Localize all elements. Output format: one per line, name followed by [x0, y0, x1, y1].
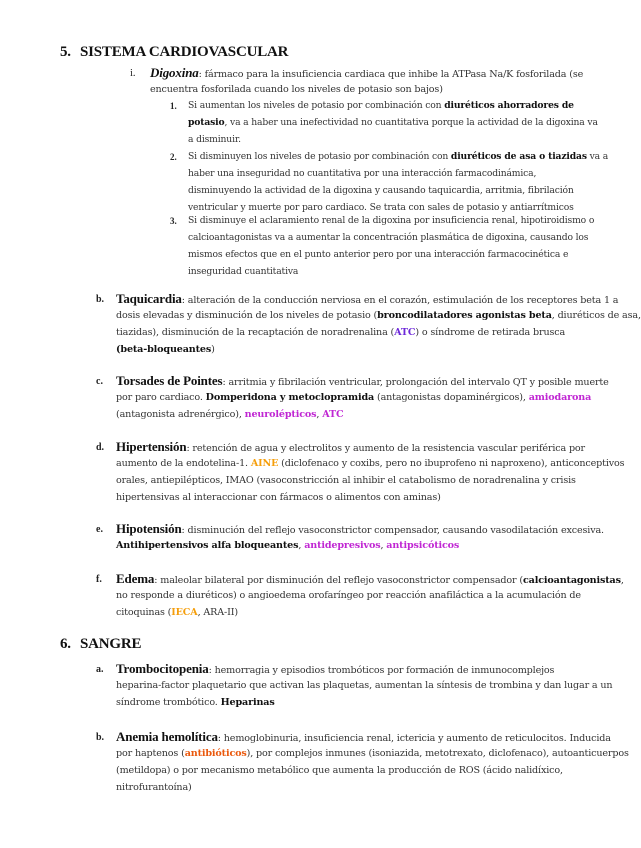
text-line: (antagonista adrenérgico), neurolépticos, ATC	[116, 409, 344, 420]
text-line: Antihipertensivos alfa bloqueantes, antidepresivos, antipsicóticos	[116, 540, 460, 551]
term-taquicardia: Taquicardia	[116, 291, 182, 306]
text-line: calcioantagonistas va a aumentar la concentración plasmática de digoxina, causando los	[188, 232, 589, 243]
list-marker: b.	[96, 732, 105, 743]
list-item-taquicardia: Taquicardia: alteración de la conducción nerviosa en el corazón, estimulación de los receptores beta 1 a	[116, 291, 619, 306]
term-hipotension: Hipotensión	[116, 521, 182, 536]
list-marker: i.	[130, 68, 136, 79]
list-marker: a.	[96, 664, 104, 675]
list-marker: c.	[96, 376, 103, 387]
list-marker: 1.	[170, 101, 177, 111]
text-line: heparina-factor plaquetario que activan las plaquetas, aumentan la síntesis de trombina y dan lugar a un	[116, 680, 613, 691]
list-item-trombocitopenia: Trombocitopenia: hemorragia y episodios trombóticos por formación de inmunocomplejos	[116, 661, 555, 676]
section-number: 5.	[60, 44, 71, 60]
sublist-item-3: Si disminuye el aclaramiento renal de la digoxina por insuficiencia renal, hipotiroidismo o	[188, 215, 595, 226]
list-item-hipotension: Hipotensión: disminución del reflejo vasoconstrictor compensador, causando vasodilatación excesiva.	[116, 521, 604, 536]
list-marker: e.	[96, 524, 103, 535]
section-title: SANGRE	[80, 636, 142, 652]
text-line: inseguridad cuantitativa	[188, 266, 299, 277]
term-hipertension: Hipertensión	[116, 439, 187, 454]
text-line: síndrome trombótico. Heparinas	[116, 697, 275, 708]
list-item-torsades: Torsades de Pointes: arritmia y fibrilación ventricular, prolongación del intervalo QT y posible muerte	[116, 373, 609, 388]
section-heading-5	[60, 44, 288, 61]
text-line: haber una inseguridad no cuantitativa por una interacción farmacodinámica,	[188, 168, 537, 179]
text-line: hipertensivas al interaccionar con fármacos o alimentos con aminas)	[116, 492, 441, 503]
text-line: por haptenos (antibióticos), por complejos inmunes (isoniazida, metotrexato, diclofenaco), autoanticuerpos	[116, 748, 629, 759]
list-item-hipertension: Hipertensión: retención de agua y electrolitos y aumento de la resistencia vascular periférica por	[116, 439, 585, 454]
list-item-anemia-hemolitica: Anemia hemolítica: hemoglobinuria, insuficiencia renal, ictericia y aumento de reticulocitos. Inducida	[116, 729, 611, 744]
term-torsades: Torsades de Pointes	[116, 373, 223, 388]
text-line: encuentra fosforilada cuando los niveles de potasio son bajos)	[150, 84, 443, 95]
text-line: (beta-bloqueantes)	[116, 344, 215, 355]
text-line: (metildopa) o por mecanismo metabólico que aumenta la producción de ROS (ácido nalidíxico,	[116, 765, 563, 776]
text-line: disminuyendo la actividad de la digoxina y causando taquicardia, arritmia, fibrilación	[188, 185, 574, 196]
text-line: ventricular y muerte por paro cardiaco. Se trata con sales de potasio y antiarrítmicos	[188, 202, 574, 213]
text-line: nitrofurantoína)	[116, 782, 192, 793]
text-line: orales, antiepilépticos, IMAO (vasoconstricción al inhibir el catabolismo de noradrenalina y crisis	[116, 475, 576, 486]
term-digoxina: Digoxina	[150, 65, 199, 80]
term-edema: Edema	[116, 571, 155, 586]
text-line: potasio, va a haber una inefectividad no cuantitativa porque la actividad de la digoxina va	[188, 117, 598, 128]
text-line: dosis elevadas y disminución de los niveles de potasio (broncodilatadores agonistas beta, diuréticos de asa,	[116, 310, 641, 321]
list-item-digoxina: Digoxina: fármaco para la insuficiencia cardiaca que inhibe la ATPasa Na/K fosforilada (se	[150, 65, 584, 80]
list-marker: d.	[96, 442, 105, 453]
section-number: 6.	[60, 636, 71, 652]
list-marker: b.	[96, 294, 105, 305]
term-trombocitopenia: Trombocitopenia	[116, 661, 209, 676]
section-heading-6	[60, 636, 141, 653]
text-line: mismos efectos que en el punto anterior pero por una interacción farmacocinética e	[188, 249, 569, 260]
text-line: aumento de la endotelina-1. AINE (diclofenaco y coxibs, pero no ibuprofeno ni naproxeno), anticonceptivos	[116, 458, 625, 469]
section-title: SISTEMA CARDIOVASCULAR	[80, 44, 289, 60]
text-line: citoquinas (IECA, ARA-II)	[116, 607, 238, 618]
list-marker: 2.	[170, 152, 177, 162]
text-line: a disminuir.	[188, 134, 241, 145]
list-marker: 3.	[170, 216, 177, 226]
list-item-edema: Edema: maleolar bilateral por disminución del reflejo vasoconstrictor compensador (calcioantagonistas,	[116, 571, 624, 586]
text-line: por paro cardiaco. Domperidona y metoclopramida (antagonistas dopaminérgicos), amiodarona	[116, 392, 592, 403]
list-marker: f.	[96, 574, 102, 585]
text-line: tiazidas), disminución de la recaptación de noradrenalina (ATC) o síndrome de retirada brusca	[116, 327, 566, 338]
term-anemia-hemolitica: Anemia hemolítica	[116, 729, 218, 744]
sublist-item-2: Si disminuyen los niveles de potasio por combinación con diuréticos de asa o tiazidas va a	[188, 151, 609, 162]
sublist-item-1: Si aumentan los niveles de potasio por combinación con diuréticos ahorradores de	[188, 100, 574, 111]
text-line: no responde a diuréticos) o angioedema orofaríngeo por reacción anafiláctica a la acumulación de	[116, 590, 581, 601]
